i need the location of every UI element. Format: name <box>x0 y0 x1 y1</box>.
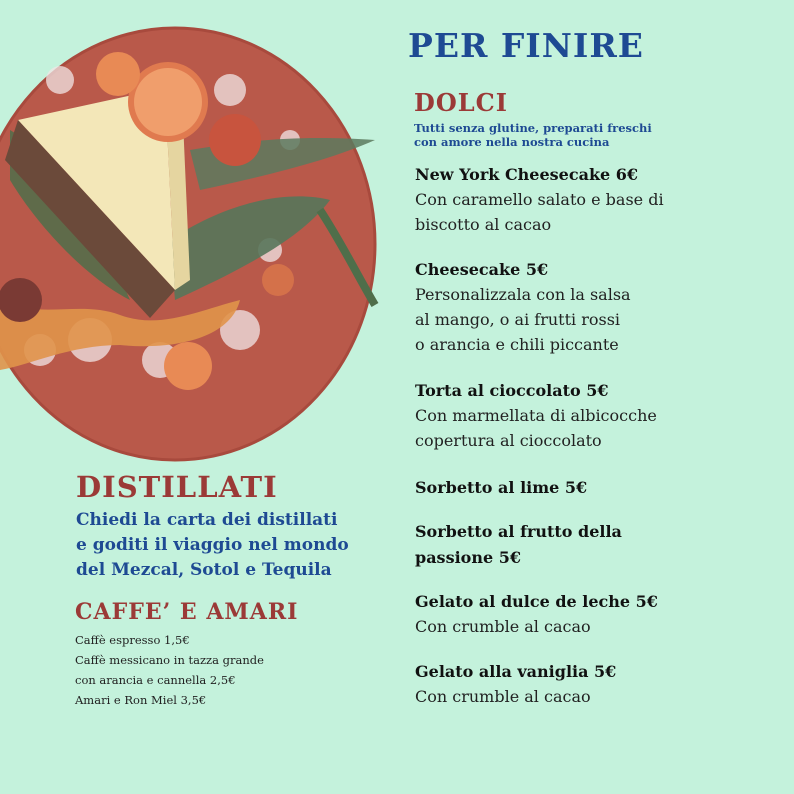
menu-item-name: Torta al cioccolato 5€ <box>415 381 609 400</box>
distillati-text <box>76 508 376 583</box>
dolci-subtitle-line: con amore nella nostra cucina <box>414 135 610 149</box>
menu-item <box>415 520 622 570</box>
caffe-line: Caffè messicano in tazza grande <box>75 653 264 667</box>
dolci-subtitle <box>414 121 714 149</box>
caffe-line: Amari e Ron Miel 3,5€ <box>75 693 207 707</box>
menu-item-name: Gelato al dulce de leche 5€ <box>415 592 658 611</box>
dolci-subtitle-line: Tutti senza glutine, preparati freschi <box>414 121 652 135</box>
menu-item <box>415 660 616 709</box>
menu-item <box>415 379 657 453</box>
cheesecake-plate-photo <box>0 0 400 470</box>
menu-item-desc: copertura al cioccolato <box>415 431 602 450</box>
caffe-line: con arancia e cannella 2,5€ <box>75 673 236 687</box>
menu-item-name: Cheesecake 5€ <box>415 260 549 279</box>
menu-item-name: passione 5€ <box>415 548 521 567</box>
menu-item-name: Gelato alla vaniglia 5€ <box>415 662 617 681</box>
distillati-line: del Mezcal, Sotol e Tequila <box>76 560 332 580</box>
menu-item-name: Sorbetto al frutto della <box>415 522 622 541</box>
menu-item <box>415 476 587 500</box>
menu-item <box>415 163 664 237</box>
distillati-line: Chiedi la carta dei distillati <box>76 510 338 530</box>
distillati-line: e goditi il viaggio nel mondo <box>76 535 349 555</box>
menu-item-desc: Con crumble al cacao <box>415 617 591 636</box>
distillati-heading: DISTILLATI <box>76 470 278 504</box>
menu-item-desc: biscotto al cacao <box>415 215 552 234</box>
caffe-line: Caffè espresso 1,5€ <box>75 633 190 647</box>
menu-item-desc: Con crumble al cacao <box>415 687 591 706</box>
menu-item-desc: Con marmellata di albicocche <box>415 406 657 425</box>
caffe-heading: CAFFE’ E AMARI <box>75 599 299 625</box>
dolci-heading: DOLCI <box>414 88 508 117</box>
menu-item-desc: o arancia e chili piccante <box>415 335 619 354</box>
page-title: PER FINIRE <box>408 26 644 65</box>
menu-item-desc: Personalizzala con la salsa <box>415 285 631 304</box>
menu-item <box>415 590 658 639</box>
menu-item <box>415 258 631 357</box>
menu-item-name: Sorbetto al lime 5€ <box>415 478 588 497</box>
menu-item-name: New York Cheesecake 6€ <box>415 165 639 184</box>
caffe-list <box>75 630 264 710</box>
menu-item-desc: al mango, o ai frutti rossi <box>415 310 621 329</box>
menu-item-desc: Con caramello salato e base di <box>415 190 664 209</box>
